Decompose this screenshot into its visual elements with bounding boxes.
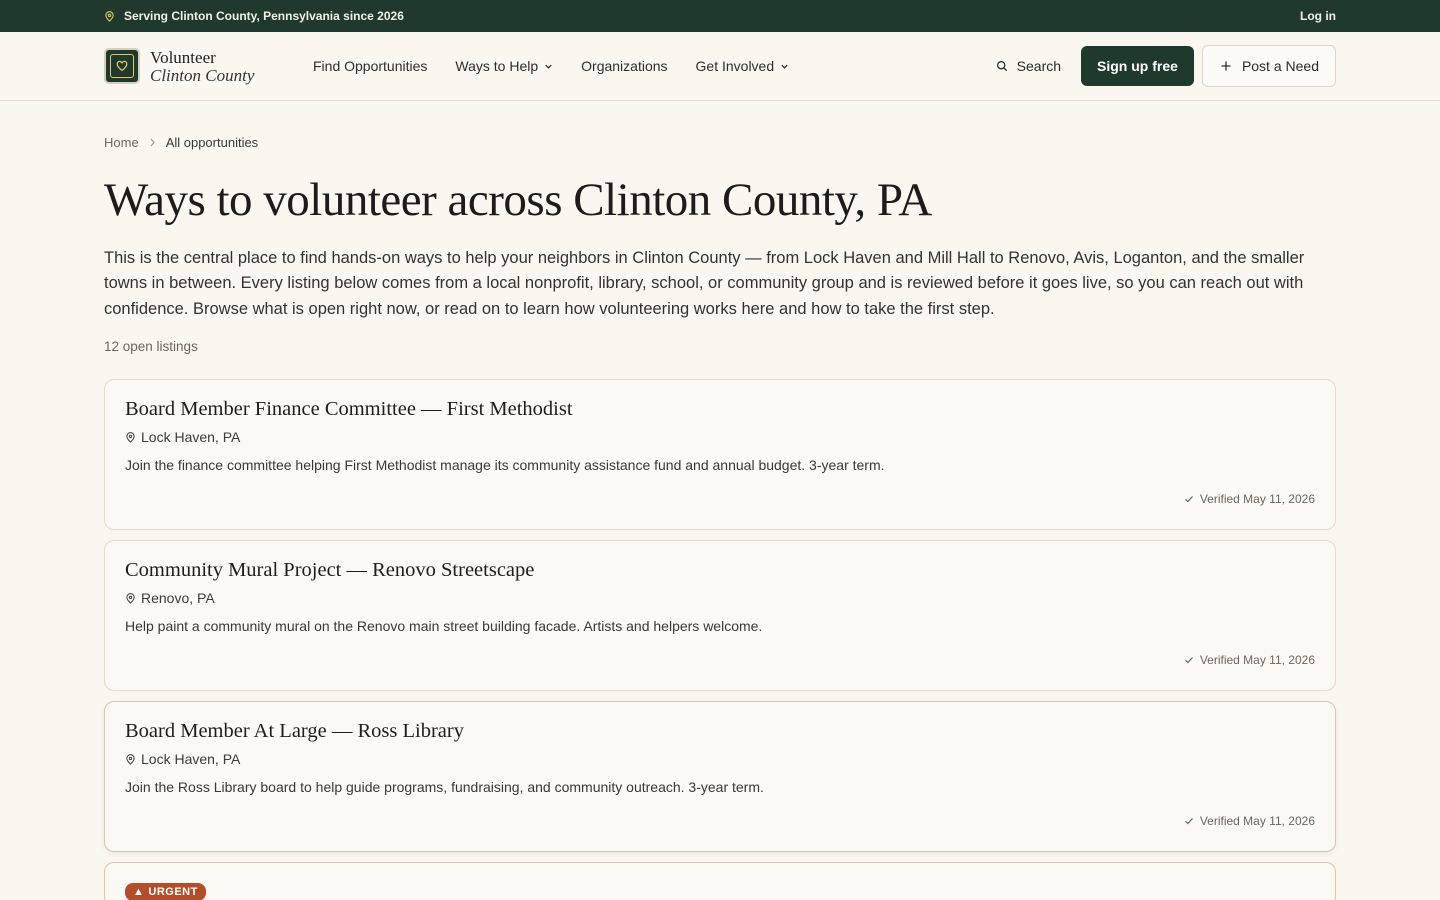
- map-pin-icon: [104, 11, 115, 22]
- login-link[interactable]: Log in: [1300, 9, 1336, 23]
- listing-location: [125, 751, 1315, 767]
- listing-location-text: Lock Haven, PA: [141, 751, 241, 768]
- check-icon: [1184, 655, 1194, 665]
- search-label: Search: [1016, 58, 1062, 74]
- nav-get-involved[interactable]: [696, 58, 790, 74]
- listing-description: Join the Ross Library board to help guide programs, fundraising, and community outreach. 3-year term.: [125, 779, 764, 796]
- header-actions: [984, 45, 1336, 87]
- verified-text: Verified May 11, 2026: [1199, 492, 1315, 507]
- logo-line2: Clinton County: [150, 65, 255, 85]
- announcement-left: [104, 9, 404, 23]
- site-logo[interactable]: [104, 48, 313, 84]
- check-icon: [1184, 816, 1194, 826]
- nav-label: Get Involved: [695, 58, 775, 74]
- listing-card-urgent[interactable]: [104, 862, 1336, 900]
- listing-title[interactable]: Board Member At Large — Ross Library: [125, 720, 464, 743]
- alert-icon: ▲: [133, 886, 145, 899]
- listing-title[interactable]: Community Mural Project — Renovo Streetscape: [125, 559, 535, 582]
- map-pin-icon: [125, 593, 136, 604]
- urgent-badge: [125, 883, 206, 900]
- map-pin-icon: [125, 754, 136, 765]
- listing-description: Help paint a community mural on the Renovo main street building facade. Artists and helpers welcome.: [125, 618, 763, 635]
- logo-mark: [104, 48, 140, 84]
- map-pin-icon: [125, 432, 136, 443]
- chevron-down-icon: [544, 62, 553, 71]
- breadcrumb-home[interactable]: Home: [104, 135, 139, 150]
- urgent-label: URGENT: [148, 886, 198, 899]
- search-button[interactable]: [984, 46, 1073, 86]
- post-need-label: Post a Need: [1241, 58, 1319, 74]
- verified-badge: [1184, 653, 1315, 667]
- verified-badge: [1184, 492, 1315, 506]
- nav-label: Organizations: [581, 58, 668, 74]
- listing-count: 12 open listings: [104, 339, 198, 355]
- verified-text: Verified May 11, 2026: [1199, 814, 1315, 829]
- verified-badge: [1184, 814, 1315, 828]
- main-nav: [313, 58, 789, 74]
- nav-organizations[interactable]: [581, 58, 667, 74]
- main-content: [0, 135, 1440, 900]
- listing-card[interactable]: [104, 379, 1336, 530]
- nav-ways-to-help[interactable]: [455, 58, 553, 74]
- page-intro: This is the central place to find hands-on ways to help your neighbors in Clinton County — from Lock Haven and Mill Hall to Renovo, Avis, Loganton, and the smaller towns in between. Every listing below comes from a local nonprofit, library, school, or community group and is reviewed before it goes live, so you can reach out with confidence. Browse what is open right now, or read on to learn how volunteering works here and how to take the first step.: [104, 248, 1305, 318]
- breadcrumb: [104, 135, 1336, 150]
- verified-text: Verified May 11, 2026: [1199, 653, 1315, 668]
- breadcrumb-current: All opportunities: [165, 135, 259, 150]
- signup-button[interactable]: Sign up free: [1081, 46, 1194, 86]
- chevron-right-icon: [149, 138, 156, 147]
- announcement-bar: [0, 0, 1440, 32]
- nav-label: Find Opportunities: [313, 58, 428, 74]
- logo-line1: Volunteer: [150, 47, 216, 67]
- listing-location: [125, 429, 1315, 445]
- post-need-button[interactable]: [1202, 45, 1336, 87]
- logo-text: [150, 49, 254, 84]
- heart-icon: [116, 60, 128, 72]
- listing-card[interactable]: [104, 540, 1336, 691]
- listing-location: [125, 590, 1315, 606]
- listing-location-text: Lock Haven, PA: [141, 429, 241, 446]
- listing-location-text: Renovo, PA: [141, 590, 215, 607]
- plus-icon: [1220, 60, 1232, 72]
- chevron-down-icon: [780, 62, 789, 71]
- listing-description: Join the finance committee helping First Methodist manage its community assistance fund and annual budget. 3-year term.: [125, 457, 885, 474]
- listing-card[interactable]: [104, 701, 1336, 852]
- check-icon: [1184, 494, 1194, 504]
- listing-title[interactable]: Board Member Finance Committee — First Methodist: [125, 398, 573, 421]
- announcement-text: Serving Clinton County, Pennsylvania since 2026: [124, 9, 404, 23]
- page-title: Ways to volunteer across Clinton County, PA: [104, 174, 932, 226]
- site-header: [0, 32, 1440, 101]
- nav-label: Ways to Help: [455, 58, 539, 74]
- listing-list: [104, 379, 1336, 900]
- search-icon: [996, 60, 1008, 72]
- nav-find-opportunities[interactable]: [313, 58, 427, 74]
